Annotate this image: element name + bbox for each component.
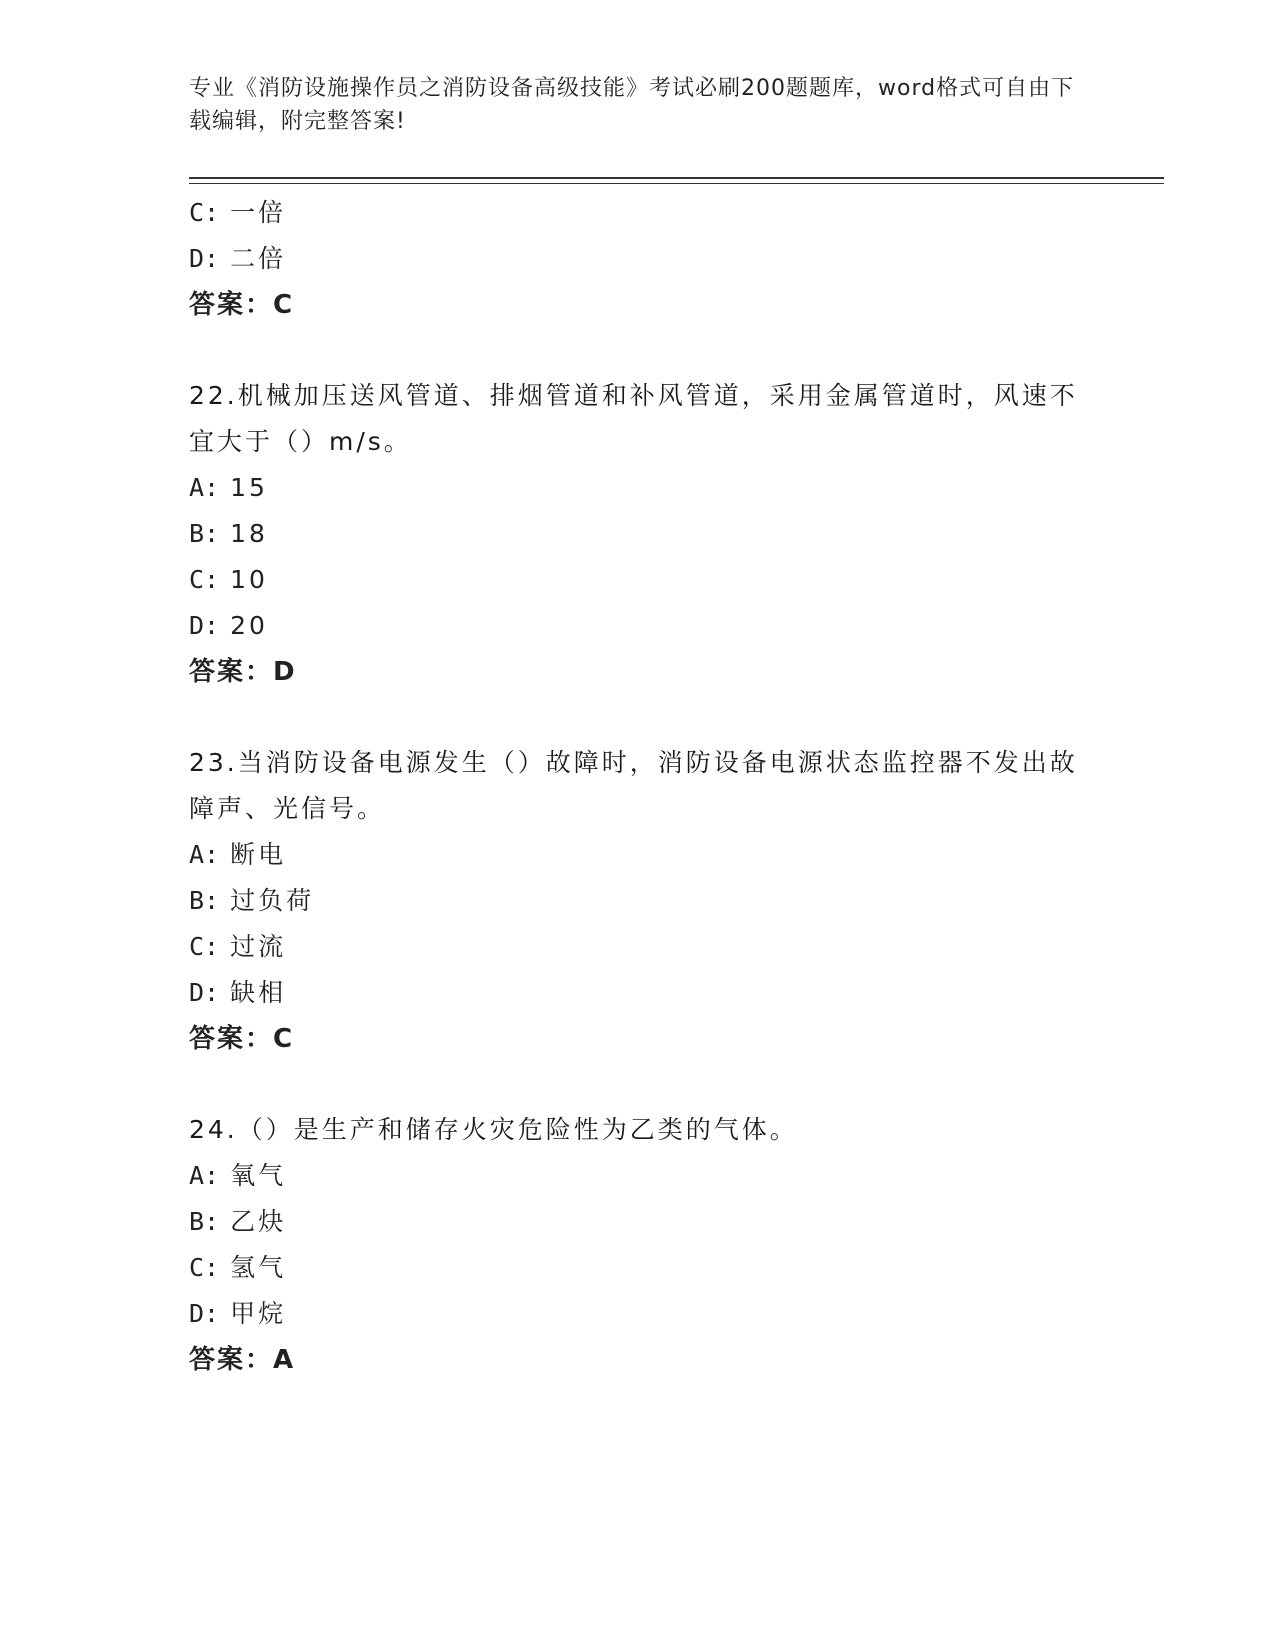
option-d: D: 缺相 — [189, 978, 287, 1007]
option-a: A: 15 — [189, 473, 268, 502]
answer-line: 答案：D — [189, 657, 297, 687]
question-stem: 22.机械加压送风管道、排烟管道和补风管道，采用金属管道时，风速不宜大于（）m/s。 — [189, 381, 1078, 456]
header-rule-thin — [189, 183, 1164, 184]
question-list — [189, 190, 1089, 1383]
answer-line: 答案：C — [189, 1024, 295, 1054]
question-24 — [189, 1107, 1089, 1383]
option-d: D: 20 — [189, 611, 268, 640]
question-stem: 23.当消防设备电源发生（）故障时，消防设备电源状态监控器不发出故障声、光信号。 — [189, 748, 1078, 823]
option-d: D: 二倍 — [189, 244, 287, 273]
option-a: A: 氧气 — [189, 1161, 287, 1190]
option-b: B: 乙炔 — [189, 1207, 287, 1236]
option-b: B: 过负荷 — [189, 886, 315, 915]
page-header: 专业《消防设施操作员之消防设备高级技能》考试必刷200题题库，word格式可自由下载编辑，附完整答案! — [189, 76, 1075, 134]
question-23 — [189, 740, 1089, 1062]
option-c: C: 10 — [189, 565, 268, 594]
header-rule-thick — [189, 177, 1164, 179]
option-c: C: 过流 — [189, 932, 287, 961]
option-c: C: 一倍 — [189, 198, 287, 227]
option-b: B: 18 — [189, 519, 268, 548]
option-a: A: 断电 — [189, 840, 287, 869]
question-22 — [189, 373, 1089, 695]
option-c: C: 氢气 — [189, 1253, 287, 1282]
answer-line: 答案：A — [189, 1345, 296, 1375]
question-21-continuation — [189, 190, 1089, 328]
question-stem: 24.（）是生产和储存火灾危险性为乙类的气体。 — [189, 1115, 798, 1144]
answer-line: 答案：C — [189, 290, 295, 320]
option-d: D: 甲烷 — [189, 1299, 287, 1328]
